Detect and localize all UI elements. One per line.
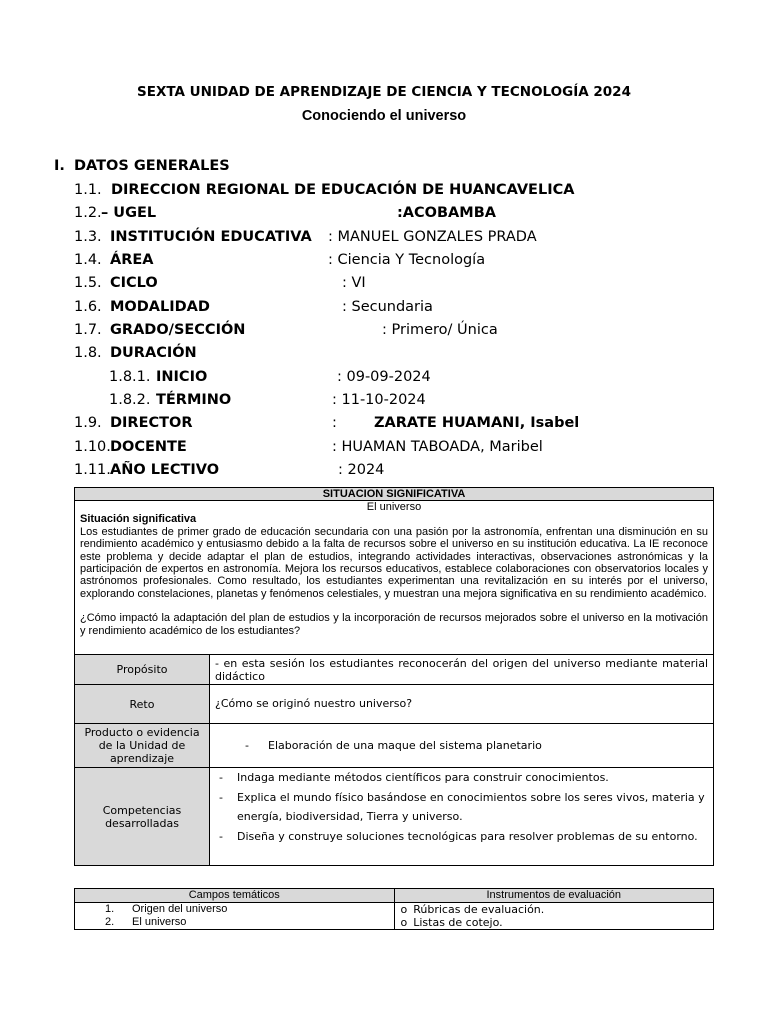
row-value: : VI: [342, 275, 366, 291]
campos-header: Campos temáticos: [75, 889, 395, 903]
bullet-icon: o: [400, 916, 408, 929]
row-number: 1.10.: [74, 439, 111, 455]
row-number: 1.4.: [74, 252, 102, 268]
document-title: SEXTA UNIDAD DE APRENDIZAJE DE CIENCIA Y TECNOLOGÍA 2024: [137, 84, 631, 100]
instrumento-item: [401, 903, 708, 916]
row-label: MODALIDAD: [110, 299, 210, 315]
row-value: : 09-09-2024: [337, 369, 431, 385]
row-value: : Ciencia Y Tecnología: [328, 252, 486, 268]
section-label: DATOS GENERALES: [74, 158, 230, 174]
document-subtitle: Conociendo el universo: [301, 108, 467, 124]
section-heading: [54, 158, 230, 174]
bullet-icon: o: [400, 903, 408, 916]
reto-text: ¿Cómo se originó nuestro universo?: [210, 685, 714, 724]
instrumento-text: Listas de cotejo.: [413, 916, 503, 929]
row-number: 1.2.: [74, 205, 102, 221]
row-value: : Secundaria: [342, 299, 433, 315]
row-number: 1.7.: [74, 322, 102, 338]
instrumentos-header: Instrumentos de evaluación: [394, 889, 714, 903]
row-number: 1.8.1.: [109, 369, 151, 385]
row-label: INICIO: [156, 369, 208, 385]
campo-text: Origen del universo: [132, 903, 228, 915]
campo-item: [81, 916, 388, 929]
row-number: 1.11.: [74, 462, 111, 478]
situacion-header: SITUACION SIGNIFICATIVA: [75, 488, 714, 501]
row-value: : 2024: [338, 462, 385, 478]
instrumento-item: [401, 916, 708, 929]
row-label: GRADO/SECCIÓN: [110, 322, 246, 338]
situacion-heading: Situación significativa: [80, 513, 197, 526]
proposito-label: Propósito: [75, 655, 210, 685]
campos-cell: [75, 903, 395, 930]
row-label: DOCENTE: [110, 439, 187, 455]
situacion-cell: [75, 501, 714, 655]
row-number: 1.6.: [74, 299, 102, 315]
row-label: INSTITUCIÓN EDUCATIVA: [110, 229, 312, 245]
row-label: CICLO: [110, 275, 158, 291]
row-label: ÁREA: [110, 252, 154, 268]
row-label: TÉRMINO: [156, 392, 232, 408]
row-value: ZARATE HUAMANI, Isabel: [374, 415, 580, 431]
reto-label: Reto: [75, 685, 210, 724]
row-number: 1.8.: [74, 345, 102, 361]
competencias-cell: [210, 768, 714, 866]
row-colon: :: [332, 415, 337, 431]
campos-instrumentos-table: [74, 888, 714, 930]
situacion-paragraph: Los estudiantes de primer grado de educación secundaria con una pasión por la astronomía, enfrentan una disminución en su rendimiento académico y entusiasmo debido a la falta de recursos sobre el universo en su institución educativa. La IE reconoce este problema y decide adaptar el plan de estudios, integrando actividades interactivas, observaciones astronómicas y la participación de expertos en astronomía. Mejora los recursos educativos, establece colaboraciones con observatorios locales y astrónomos profesionales. Como resultado, los estudiantes experimentan una revitalización en su interés por el universo, explorando constelaciones, planetas y fenómenos celestiales, y muestran una mejora significativa en su rendimiento académico.: [80, 525, 708, 600]
situacion-table: [74, 487, 714, 866]
row-value: : HUAMAN TABOADA, Maribel: [332, 439, 543, 455]
row-number: 1.3.: [74, 229, 102, 245]
competencia-item: - Diseña y construye soluciones tecnológicas para resolver problemas de su entorno.: [215, 827, 708, 847]
competencia-item: - Explica el mundo físico basándose en conocimientos sobre los seres vivos, materia y energía, biodiversidad, Tierra y universo.: [215, 788, 708, 827]
row-value: : Primero/ Única: [382, 322, 498, 338]
row-label: AÑO LECTIVO: [110, 462, 220, 478]
row-value: : 11-10-2024: [332, 392, 426, 408]
row-number: 1.9.: [74, 415, 102, 431]
competencias-label: Competencias desarrolladas: [75, 768, 210, 866]
section-number: I.: [54, 158, 65, 174]
campo-index: 1.: [105, 903, 115, 915]
row-value: :ACOBAMBA: [397, 205, 496, 221]
campo-text: El universo: [132, 916, 187, 928]
row-label: DIRECCION REGIONAL DE EDUCACIÓN DE HUANCAVELICA: [111, 182, 575, 198]
proposito-text: - en esta sesión los estudiantes reconocerán del origen del universo mediante material didáctico: [210, 655, 714, 685]
instrumentos-cell: [394, 903, 714, 930]
row-label: – UGEL: [101, 205, 157, 221]
competencia-item: - Indaga mediante métodos científicos para construir conocimientos.: [215, 768, 708, 788]
situacion-subheader: El universo: [366, 501, 422, 513]
campo-index: 2.: [105, 916, 115, 928]
producto-item: - Elaboración de una maque del sistema planetario: [215, 739, 708, 753]
campo-item: [81, 903, 388, 916]
situacion-question: ¿Cómo impactó la adaptación del plan de estudios y la incorporación de recursos mejorados sobre el universo en la motivación y rendimiento académico de los estudiantes?: [80, 612, 708, 637]
instrumento-text: Rúbricas de evaluación.: [413, 903, 545, 916]
row-number: 1.5.: [74, 275, 102, 291]
producto-label: Producto o evidencia de la Unidad de aprendizaje: [75, 724, 210, 768]
row-value: : MANUEL GONZALES PRADA: [328, 229, 537, 245]
producto-cell: [210, 724, 714, 768]
row-label: DIRECTOR: [110, 415, 193, 431]
row-label: DURACIÓN: [110, 345, 197, 361]
row-number: 1.1.: [74, 182, 102, 198]
row-number: 1.8.2.: [109, 392, 151, 408]
